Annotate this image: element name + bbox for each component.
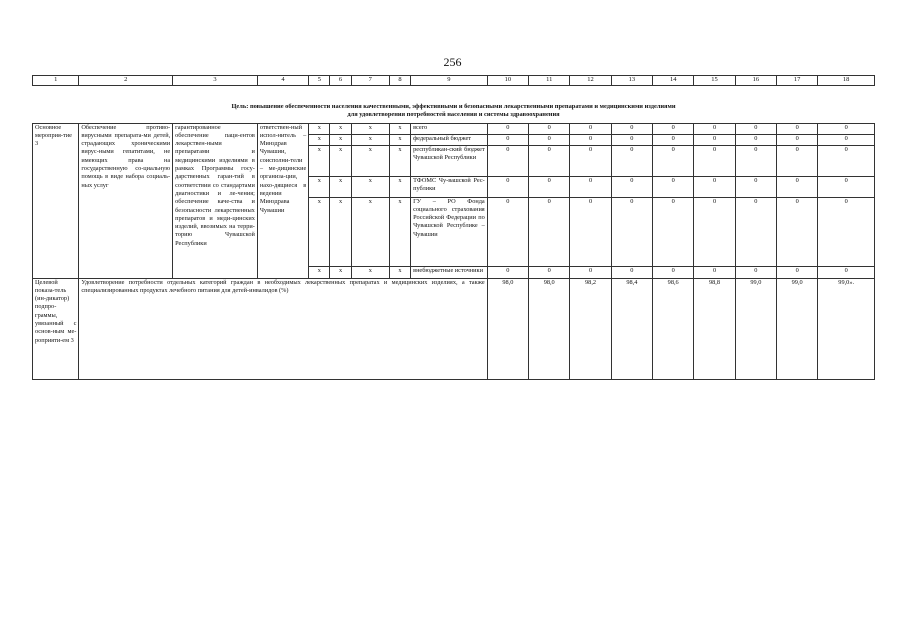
value-cell: 0 (818, 176, 875, 197)
program-table (32, 75, 875, 380)
value-cell: 0 (653, 176, 694, 197)
value-cell: 0 (694, 176, 735, 197)
value-cell: 0 (611, 123, 652, 134)
value-cell: 0 (735, 176, 776, 197)
goal-row (33, 85, 875, 123)
value-cell: 0 (735, 266, 776, 278)
col-header: 8 (389, 76, 410, 86)
cell-x: x (330, 145, 351, 176)
col-header: 15 (694, 76, 735, 86)
goal-cell (33, 85, 875, 123)
value-cell: 0 (529, 145, 570, 176)
indicator-value: 98,0 (487, 278, 528, 379)
cell-x: x (330, 123, 351, 134)
value-cell: 0 (529, 134, 570, 145)
source-name: ГУ – РО Фонда социального страхования Российской Федерации по Чувашской Республике – Чувашии (411, 197, 488, 266)
value-cell: 0 (735, 145, 776, 176)
value-cell: 0 (735, 123, 776, 134)
col-header: 17 (777, 76, 818, 86)
cell-x: x (389, 134, 410, 145)
source-name: ТФОМС Чу-вашской Рес-публики (411, 176, 488, 197)
column-number-row (33, 76, 875, 86)
value-cell: 0 (818, 134, 875, 145)
col-header: 13 (611, 76, 652, 86)
value-cell: 0 (694, 145, 735, 176)
cell-x: x (389, 197, 410, 266)
value-cell: 0 (777, 123, 818, 134)
cell-x: x (351, 197, 389, 266)
value-cell: 0 (653, 197, 694, 266)
col-header: 2 (79, 76, 173, 86)
cell-x: x (389, 145, 410, 176)
value-cell: 0 (611, 176, 652, 197)
cell-x: x (351, 123, 389, 134)
activity-responsible: ответствен-ный испол-нитель – Минздрав Чувашии, соисполни-тели – ме-дицинские организа-ции, нахо-дящиеся в ведении Минздрава Чувашии (257, 123, 308, 278)
cell-x: x (309, 176, 330, 197)
indicator-row (33, 278, 875, 379)
cell-x: x (309, 134, 330, 145)
source-name: республикан-ский бюджет Чувашской Республики (411, 145, 488, 176)
indicator-label: Целевой показа-тель (ин-дикатор) подпро-граммы, увязанный с основ-ным ме-роприяти-ем 3 (33, 278, 79, 379)
col-header: 18 (818, 76, 875, 86)
value-cell: 0 (694, 134, 735, 145)
col-header: 11 (529, 76, 570, 86)
activity-result: гарантированное обеспечение паци-ентов лекарствен-ными препаратами и медицинскими изделиями в рамках Программы госу-дарственных гаран-тий в соответствии со стандартами диагностики и ле-чения; обеспечение каче-ства и безопасности лекарственных препаратов и меди-цинских изделий, ввозимых на терри-торию Чувашской Республики (173, 123, 258, 278)
value-cell: 0 (529, 123, 570, 134)
source-name: внебюджетные источники (411, 266, 488, 278)
value-cell: 0 (487, 123, 528, 134)
indicator-value: 98,6 (653, 278, 694, 379)
cell-x: x (309, 197, 330, 266)
value-cell: 0 (818, 123, 875, 134)
value-cell: 0 (777, 197, 818, 266)
value-cell: 0 (529, 176, 570, 197)
cell-x: x (330, 134, 351, 145)
value-cell: 0 (529, 266, 570, 278)
cell-x: x (309, 123, 330, 134)
value-cell: 0 (694, 266, 735, 278)
indicator-value: 98,8 (694, 278, 735, 379)
value-cell: 0 (570, 197, 611, 266)
cell-x: x (330, 176, 351, 197)
value-cell: 0 (611, 145, 652, 176)
goal-line-2: для удовлетворения потребностей населения и системы здравоохранения (347, 111, 560, 119)
indicator-value: 98,2 (570, 278, 611, 379)
value-cell: 0 (611, 266, 652, 278)
source-name: федеральный бюджет (411, 134, 488, 145)
value-cell: 0 (529, 197, 570, 266)
value-cell: 0 (653, 123, 694, 134)
value-cell: 0 (653, 266, 694, 278)
cell-x: x (309, 145, 330, 176)
value-cell: 0 (818, 266, 875, 278)
indicator-text: Удовлетворение потребности отдельных категорий граждан в необходимых лекарственных препаратах и медицинских изделиях, а также специализированных продуктах лечебного питания для детей-инвалидов (%) (79, 278, 487, 379)
value-cell: 0 (694, 123, 735, 134)
value-cell: 0 (694, 197, 735, 266)
value-cell: 0 (653, 145, 694, 176)
value-cell: 0 (611, 134, 652, 145)
col-header: 1 (33, 76, 79, 86)
cell-x: x (389, 123, 410, 134)
value-cell: 0 (487, 134, 528, 145)
value-cell: 0 (487, 266, 528, 278)
value-cell: 0 (777, 176, 818, 197)
value-cell: 0 (777, 145, 818, 176)
source-name: всего (411, 123, 488, 134)
indicator-value: 98,4 (611, 278, 652, 379)
value-cell: 0 (777, 134, 818, 145)
indicator-value: 99,0». (818, 278, 875, 379)
activity-type: Основное мероприя-тие 3 (33, 123, 79, 278)
value-cell: 0 (487, 145, 528, 176)
cell-x: x (351, 266, 389, 278)
table-row (33, 123, 875, 134)
value-cell: 0 (653, 134, 694, 145)
goal-line-1: Цель: повышение обеспеченности населения качественными, эффективными и безопасными лекарственными препаратами и медицинскими изделиями (231, 102, 676, 110)
col-header: 9 (411, 76, 488, 86)
col-header: 7 (351, 76, 389, 86)
col-header: 6 (330, 76, 351, 86)
indicator-value: 98,0 (529, 278, 570, 379)
col-header: 3 (173, 76, 258, 86)
cell-x: x (389, 176, 410, 197)
value-cell: 0 (570, 145, 611, 176)
value-cell: 0 (570, 176, 611, 197)
cell-x: x (351, 176, 389, 197)
cell-x: x (309, 266, 330, 278)
indicator-value: 99,0 (735, 278, 776, 379)
cell-x: x (351, 145, 389, 176)
value-cell: 0 (777, 266, 818, 278)
activity-name: Обеспечение противо-вирусными препарата-ми детей, страдающих хроническими вирус-ными гепатитами, не имеющих права на государственную со-циальную помощь в виде набора социаль-ных услуг (79, 123, 173, 278)
value-cell: 0 (818, 197, 875, 266)
value-cell: 0 (818, 145, 875, 176)
value-cell: 0 (570, 134, 611, 145)
value-cell: 0 (735, 134, 776, 145)
col-header: 10 (487, 76, 528, 86)
page-number: 256 (443, 55, 462, 69)
col-header: 12 (570, 76, 611, 86)
cell-x: x (330, 266, 351, 278)
value-cell: 0 (487, 197, 528, 266)
col-header: 14 (653, 76, 694, 86)
value-cell: 0 (735, 197, 776, 266)
value-cell: 0 (487, 176, 528, 197)
cell-x: x (351, 134, 389, 145)
value-cell: 0 (570, 123, 611, 134)
cell-x: x (389, 266, 410, 278)
col-header: 5 (309, 76, 330, 86)
value-cell: 0 (570, 266, 611, 278)
indicator-value: 99,0 (777, 278, 818, 379)
col-header: 16 (735, 76, 776, 86)
col-header: 4 (257, 76, 308, 86)
cell-x: x (330, 197, 351, 266)
value-cell: 0 (611, 197, 652, 266)
